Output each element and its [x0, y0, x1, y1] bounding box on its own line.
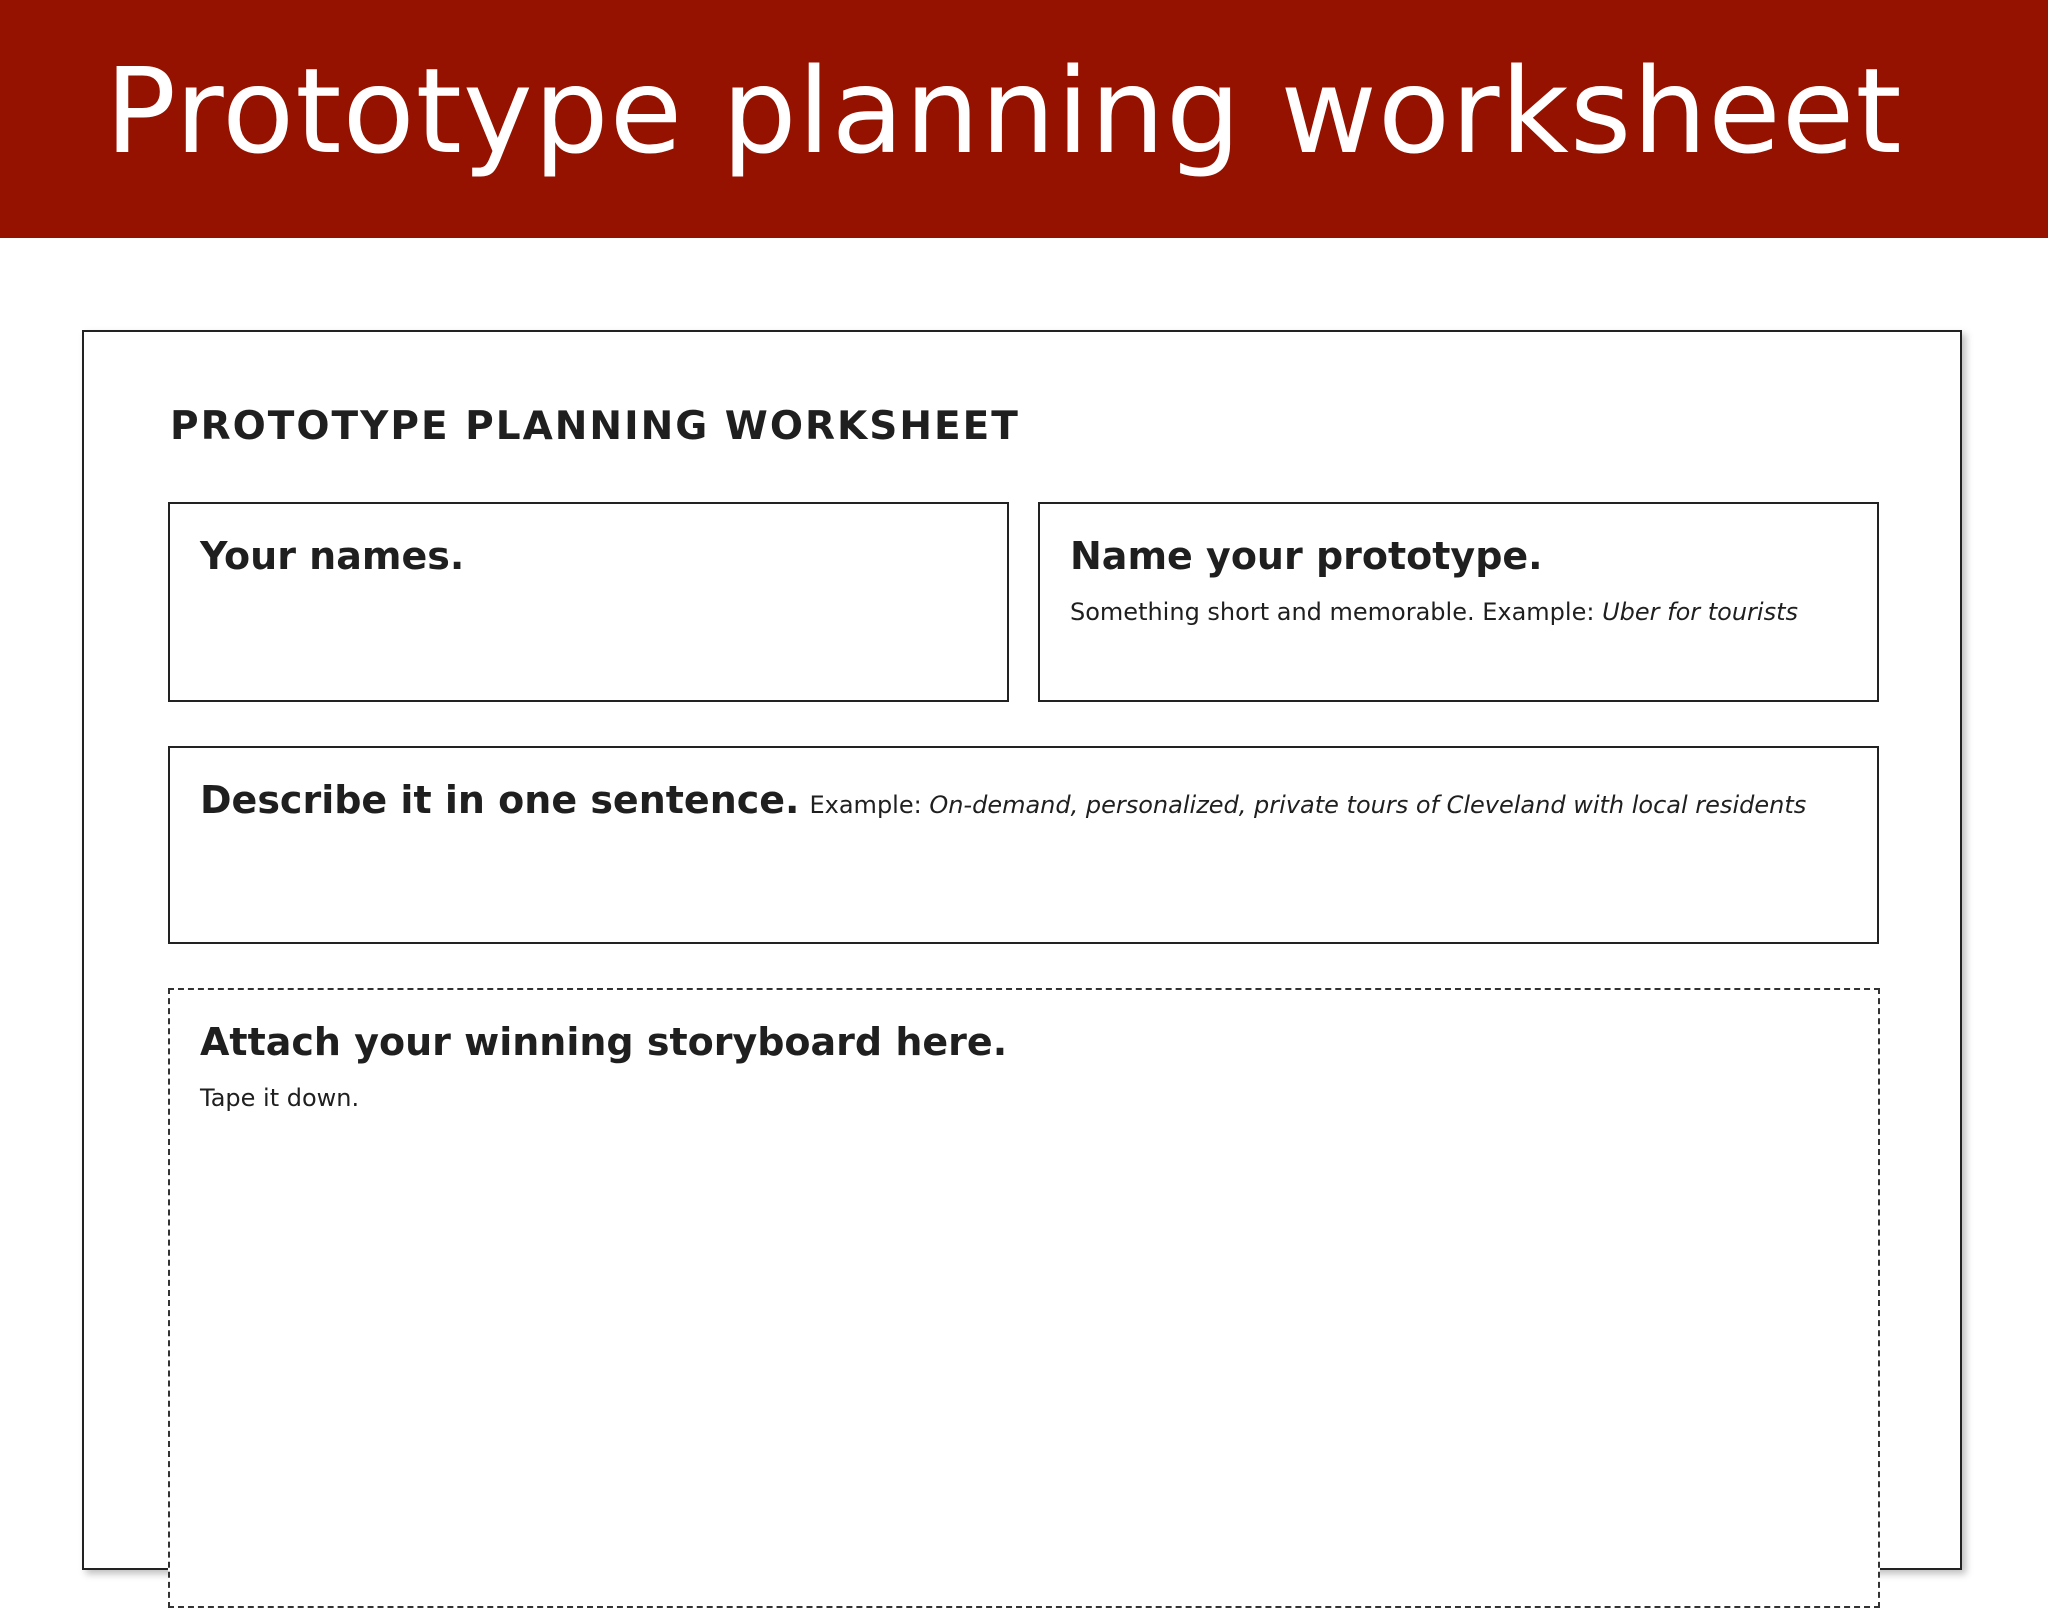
prototype-name-box[interactable] — [1038, 502, 1879, 702]
your-names-box[interactable] — [168, 502, 1009, 702]
one-sentence-example: On-demand, personalized, private tours of Cleveland with local residents — [929, 791, 1807, 819]
your-names-label: Your names. — [200, 534, 465, 578]
storyboard-hint: Tape it down. — [200, 1084, 360, 1112]
page-title: Prototype planning worksheet — [105, 42, 1903, 180]
worksheet-page — [82, 330, 1962, 1570]
one-sentence-header — [200, 778, 1806, 822]
prototype-name-example: Uber for tourists — [1602, 598, 1799, 626]
prototype-name-label: Name your prototype. — [1070, 534, 1543, 578]
prototype-name-hint — [1070, 598, 1798, 626]
prototype-name-hint-text: Something short and memorable. Example: — [1070, 598, 1603, 626]
storyboard-attach-area[interactable] — [168, 988, 1880, 1608]
worksheet-heading: PROTOTYPE PLANNING WORKSHEET — [170, 404, 1020, 449]
header-banner — [0, 0, 2048, 238]
storyboard-label: Attach your winning storyboard here. — [200, 1020, 1008, 1064]
one-sentence-box[interactable] — [168, 746, 1879, 944]
one-sentence-hint — [809, 791, 1806, 819]
one-sentence-example-label: Example: — [809, 791, 930, 819]
one-sentence-label: Describe it in one sentence. — [200, 778, 800, 822]
